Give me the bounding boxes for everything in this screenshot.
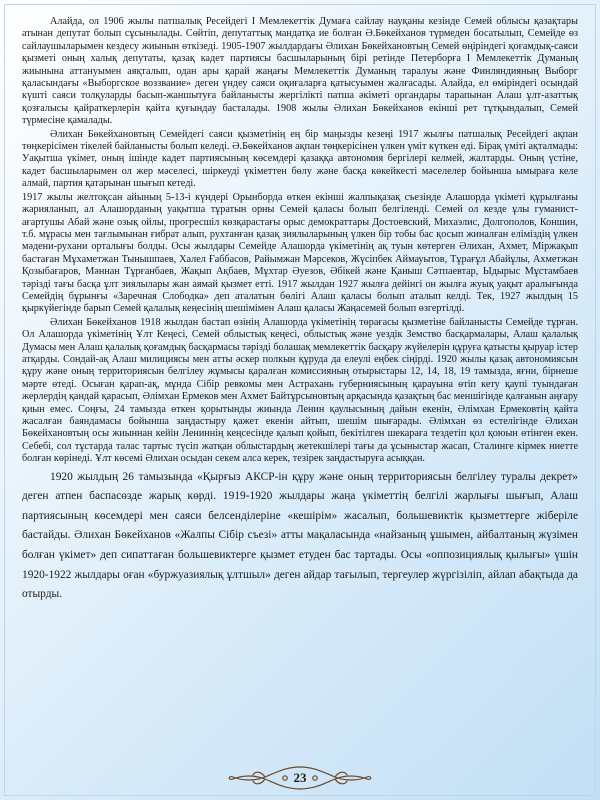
paragraph-3: 1917 жылы желтоқсан айының 5-13-і күндері Орынборда өткен екінші жалпықазақ съезінде Алашорда үкіметі құрылғаны жарияланып, ал Алашорданың уақытша тұратын орны Семей қаласы болып белгіленді. Семей ол кезде ұлы гуманист-ағартушы Абай және озық ойлы, прогресшіл көзқарастағы орыс демократтары Достоевский, Михаэлис, Долгополов, Коншин, т.б. мұрасы мен тағлымынан ғибрат алып, рухтанған қазақ зиялыларының үлкен бір тобы бас қосып жиналған еліміздің үлкен мәдени-рухани орталығы болды. Осы жылдары Семейде Алашорда үкіметінің ақ туын көтерген Әлихан, Ахмет, Міржақып бастаған Мұхаметжан Тынышпаев, Халел Ғаббасов, Райымжан Мәрсеков, Жүсіпбек Аймауытов, Тұрағұл Абайұлы, Ахметжан Қозыбағаров, Мәннан Тұрғанбаев, Жақып Ақбаев, Мұхтар Әуезов, Әбікей және Қаныш Сәтпаевтар, Ыдырыс Мұстамбаев тәрізді тағы басқа ұлт зиялылары жан аямай қызмет етті. 1917 жылдан 1927 жылға дейінгі он жылға жуық уақыт аралығында Семейдің бұрынғы «Заречная Слободка» деп аталатын бөлігі Алаш қаласы болып аталып келді. Тек, 1927 жылдың 15 қыркүйегінде барып Семей қалалық кеңесінің шешімімен Алаш қаласы Жаңасемей болып өзгертілді.: [22, 191, 578, 315]
page-footer: [0, 762, 600, 794]
paragraph-5: 1920 жылдың 26 тамызында «Қырғыз АКСР-ін құру және оның территориясын белгілеу туралы декрет» деген атпен баспасөзде жарық көрді. 1919-1920 жылдары жаңа үкіметтің белгілі жарлығы шығып, Алаш партиясының көсемдері мен саяси белсенділеріне «кешірім» жасалып, большевиктік қызметтерге жіберіле бастайды. Әлихан Бөкейханов «Жалпы Сібір съезі» атты мақаласында «найзаның ұшымен, айбалтаның жүзімен болған үкімет» деп сипаттаған большевиктерге қызмет етуден бас тартады. Осы «оппозициялық қылығы» үшін 1920-1922 жылдары оған «буржуазиялық ұлтшыл» деген айдар тағылып, тергеулер жүргізіліп, айлап абақтыда да отырды.: [22, 470, 578, 601]
document-body: [22, 16, 578, 606]
footer-ornament: [225, 763, 375, 793]
paragraph-4: Әлихан Бөкейханов 1918 жылдан бастап өзінің Алашорда үкіметінің төрағасы қызметіне байланысты Семейде тұрған. Ол Алашорда үкіметінің Ұлт Кеңесі, Семей облыстық кеңесі, облыстық және уездік Земство басқармалары, Алаш қалалық Думасы мен Алаш қалалық қоғамдық басқармасы тәрізді болашақ мемлекеттік басқару жүйелерін құруға қатысты қыруар істер атқарды. Сондай-ақ Алаш милициясы мен атты әскер полкын құруда да елеулі еңбек сіңірді. 1920 жылы қазақ автономиясын құру және оның территориясын белгілеу жұмысы қаралған комиссияның отырыстары 12, 14, 18, 19 тамызда, яғни, бірнеше мәрте өтеді. Осыған қарап-ақ, мұнда Сібір ревкомы мен Астрахань губерниясының қарауына өтіп кету қаупі туындаған жерлердің қандай қарасып, Әлімхан Ермеков мен Ахмет Байтұрсыновтың арқасында қазақтың бас меншігінде қалғанын аңғару қиын емес. Соңғы, 24 тамызда өткен қорытынды жиында Ленин қаулысының дайын екенін, Әлімхан Ермековтің қайта жасалған баяндамасы бойынша заңдастыру қажет екенін айтып, шешім шығарады. Әлімхан өз естелігінде Әлихан Бөкейхановтың осы жиыннан кейін Лениннің кеңсесінде қалып қойып, бекітілген шекараға тездетіп қол қоюын өтінген екен. Себебі, сол тұстарда талас тартыс түсіп жатқан облыстардың жетекшілері тағы да ұсыныстар жасап, Сталинге кірмек ниетте болған көрінеді. Ұлт көсемі Әлихан осыдан секем алса керек, тезірек заңдастыруға асыққан.: [22, 316, 578, 465]
paragraph-2: Әлихан Бөкейхановтың Семейдегі саяси қызметінің ең бір маңызды кезеңі 1917 жылғы патшалық Ресейдегі ақпан төңкерісімен тікелей байланысты болып келеді. Ә.Бөкейханов ақпан төңкерісінен үлкен үміт күткен еді. Бірақ үміті ақталмады: Уақытша үкімет, оның ішінде кадет партиясының көсемдері қазаққа автономия бергілері келмей, жалтарды. Оның үстіне, кадет басшыларымен ол жер мәселесі, шіркеуді үкіметтен бөлу және басқа көкейкесті мәселелер бойынша ымыраға келе алмай, партия қатарынан шығып кетеді.: [22, 128, 578, 190]
page-number: 23: [293, 770, 307, 785]
paragraph-1: Алайда, ол 1906 жылы патшалық Ресейдегі І Мемлекеттік Думаға сайлау науқаны кезінде Семей облысы қазақтары атынан депутат болып сұсынылады. Сөйтіп, депутаттық мандатқа ие болған Ә.Бөкейханов түрмеден босатылып, Семейде өз сайлаушыларымен кездесу жиынын өткізеді. 1905-1907 жылдардағы Әлихан Бөкейхановтың Семей өңіріндегі қоғамдық-саяси қызметі оның халық депутаты, қазақ кадет партиясы басшыларының бірі ретінде Петерборға І Мемлекеттік Думаның жиынына аттануымен аяқталып, одан ары қарай жаңағы Мемлекеттік Думаның таралуы және Финляндияның Выборг қаласындағы «Выборгское воззвание» деген үндеу саяси оқиғаларға қатысуымен жалғасады. Алайда, ел өміріндегі осындай күшті саяси толқуларды басып-жаншытуға байланысты жергілікті патша әкіметі органдары тарапынан Алаш ұлт-азаттық қозғалысы қайраткерлерін қайта қуғындау басталады. 1908 жылы Әлихан Бөкейханов екінші рет тұтқындалып, Семей түрмесіне қамалады.: [22, 16, 578, 127]
